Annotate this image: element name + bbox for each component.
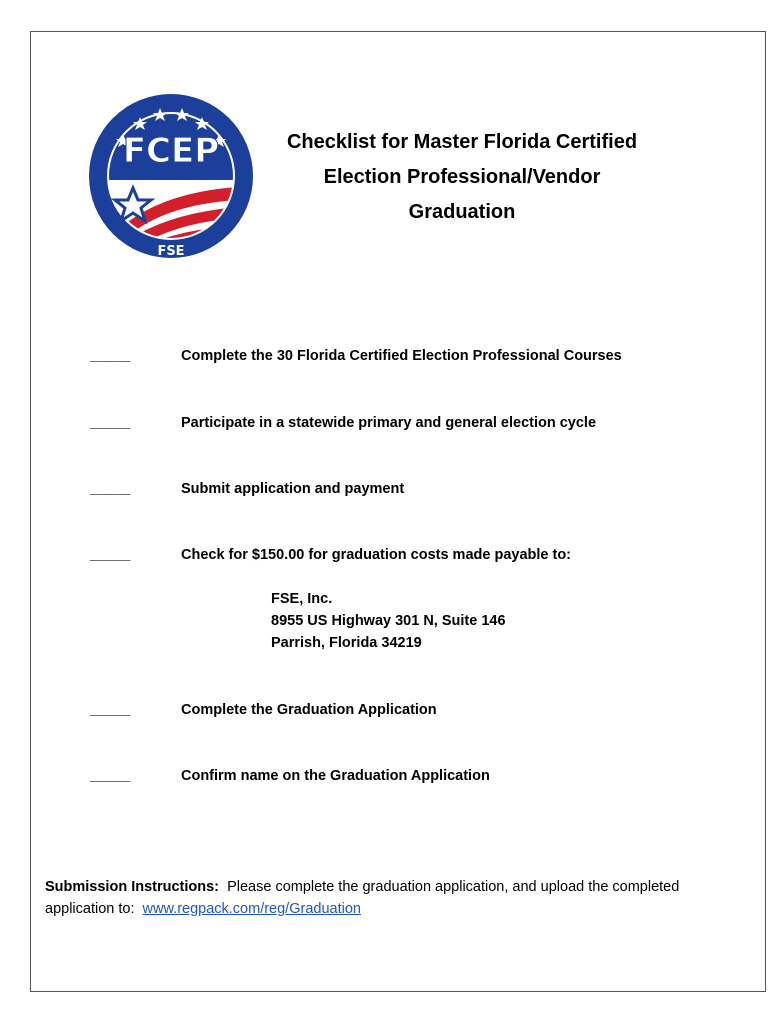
- title-line-2: Election Professional/Vendor: [323, 166, 601, 188]
- fcep-logo: [88, 92, 254, 262]
- payee-address: [271, 588, 506, 654]
- title-line-1: Checklist for Master Florida Certified: [286, 131, 638, 153]
- checklist-blank[interactable]: _____: [90, 547, 131, 563]
- checklist-blank[interactable]: _____: [90, 415, 131, 431]
- address-line-1: FSE, Inc.: [271, 591, 333, 607]
- submission-instructions: [45, 876, 725, 920]
- checklist-blank[interactable]: _____: [90, 702, 131, 718]
- address-line-3: Parrish, Florida 34219: [271, 635, 422, 651]
- page-title: [262, 125, 662, 230]
- checklist-text: Confirm name on the Graduation Application: [181, 768, 490, 784]
- checklist-text: Complete the Graduation Application: [181, 702, 437, 718]
- graduation-link[interactable]: www.regpack.com/reg/Graduation: [142, 901, 361, 917]
- checklist-blank[interactable]: _____: [90, 481, 131, 497]
- checklist-text: Participate in a statewide primary and general election cycle: [181, 415, 597, 431]
- logo-subtext: FSE: [157, 244, 185, 259]
- checklist-blank[interactable]: _____: [90, 348, 131, 364]
- address-line-2: 8955 US Highway 301 N, Suite 146: [271, 613, 506, 629]
- checklist-text: Submit application and payment: [181, 481, 405, 497]
- checklist-text: Check for $150.00 for graduation costs made payable to:: [181, 547, 572, 563]
- checklist-blank[interactable]: _____: [90, 768, 131, 784]
- submission-lead: Submission Instructions:: [45, 879, 220, 895]
- submission-text: Please complete the graduation application, and upload the completed application to:: [45, 879, 680, 917]
- title-line-3: Graduation: [408, 201, 516, 223]
- logo-text: FCEP: [122, 131, 220, 171]
- checklist-text: Complete the 30 Florida Certified Election Professional Courses: [181, 348, 622, 364]
